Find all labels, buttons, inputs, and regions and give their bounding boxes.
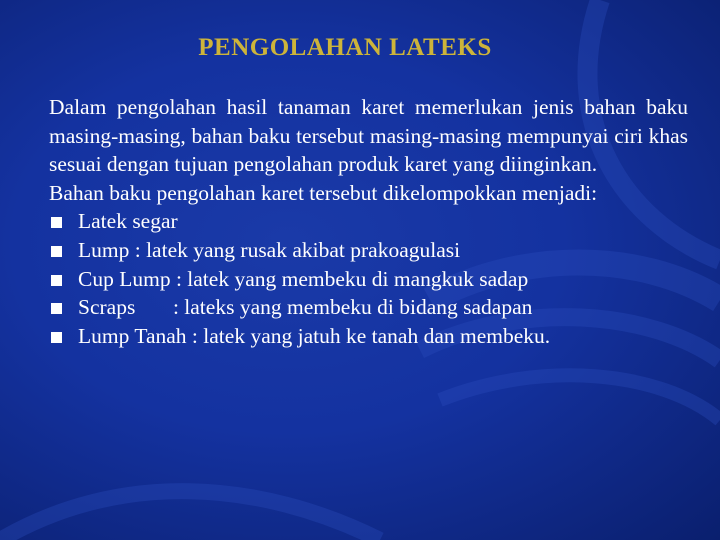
- square-bullet-icon: [51, 332, 62, 343]
- list-item: [49, 322, 688, 351]
- list-item-text: Latek segar: [78, 209, 178, 234]
- list-item: [49, 207, 688, 236]
- intro-paragraph: Dalam pengolahan hasil tanaman karet memerlukan jenis bahan baku masing-masing, bahan baku tersebut masing-masing mempunyai ciri khas sesuai dengan tujuan pengolahan produk karet yang diinginkan.: [49, 95, 688, 177]
- grouping-paragraph: Bahan baku pengolahan karet tersebut dikelompokkan menjadi:: [49, 180, 598, 205]
- list-item: [49, 265, 688, 294]
- list-item-text: Scraps : lateks yang membeku di bidang sadapan: [78, 295, 533, 320]
- slide-title: PENGOLAHAN LATEKS: [198, 34, 492, 61]
- square-bullet-icon: [51, 246, 62, 257]
- list-item-text: Cup Lump : latek yang membeku di mangkuk sadap: [78, 266, 529, 291]
- square-bullet-icon: [51, 217, 62, 228]
- list-item: [49, 293, 688, 322]
- list-item-text: Lump Tanah : latek yang jatuh ke tanah dan membeku.: [78, 323, 551, 348]
- square-bullet-icon: [51, 275, 62, 286]
- square-bullet-icon: [51, 303, 62, 314]
- list-item: [49, 236, 688, 265]
- raw-material-list: [49, 207, 688, 350]
- list-item-text: Lump : latek yang rusak akibat prakoagulasi: [78, 237, 461, 262]
- slide-body: [49, 93, 688, 350]
